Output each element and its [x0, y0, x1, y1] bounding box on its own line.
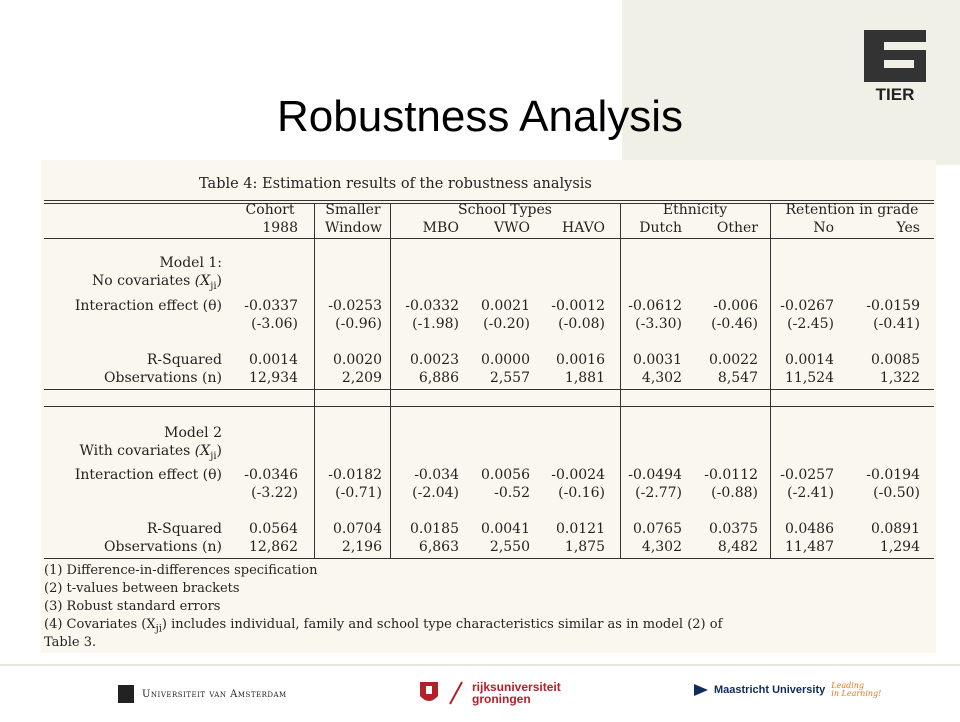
note-3: (3) Robust standard errors: [44, 599, 221, 614]
table-cell: (-0.20): [483, 316, 530, 332]
table-cell: -0.034: [414, 467, 459, 483]
table-cell: (-0.88): [711, 485, 758, 501]
uva-shield-icon: [118, 685, 134, 703]
header-ethnicity: Ethnicity: [662, 202, 728, 218]
table-cell: 0.0486: [785, 521, 834, 537]
table-cell: 2,557: [489, 370, 530, 386]
table-rule-bottom: [44, 558, 934, 559]
table-cell: (-0.71): [335, 485, 382, 501]
table-cell: 0.0056: [481, 467, 530, 483]
table-cell: 11,524: [785, 370, 834, 386]
table-cell: 0.0765: [633, 521, 682, 537]
table-cell: (-2.45): [787, 316, 834, 332]
table-cell: 8,547: [717, 370, 758, 386]
note-4: (4) Covariates $(X_{ji})$ includes individual, family and school type characteristics similar as in model (2) of: [44, 617, 723, 635]
mu-arrow-icon: [694, 684, 708, 696]
table-cell: 1,322: [879, 370, 920, 386]
table-cell: -0.0112: [704, 467, 758, 483]
mu-logo: [694, 682, 881, 698]
table-cell: 0.0023: [410, 352, 459, 368]
rug-logo: [418, 678, 561, 708]
mu-text: Maastricht University: [714, 684, 826, 696]
table-cell: 1,294: [879, 539, 920, 555]
table-cell: 0.0020: [333, 352, 382, 368]
table-cell: 0.0031: [633, 352, 682, 368]
table-cell: 1,881: [564, 370, 605, 386]
subheader-other: Other: [716, 220, 758, 236]
model2-obs-label: Observations (n): [104, 539, 222, 555]
table-cell: 0.0121: [556, 521, 605, 537]
model1-covariates: No covariates $(X_{ji})$: [92, 273, 222, 292]
table-cell: 0.0085: [871, 352, 920, 368]
table-cell: 2,550: [489, 539, 530, 555]
table-cell: -0.0194: [866, 467, 920, 483]
table-cell: 4,302: [641, 539, 682, 555]
table-cell: 0.0022: [709, 352, 758, 368]
model2-rsq-label: R-Squared: [146, 521, 222, 537]
table-cell: (-3.06): [251, 316, 298, 332]
header-school-types: School Types: [458, 202, 552, 218]
subheader-yes: Yes: [896, 220, 920, 236]
table-cell: 0.0041: [481, 521, 530, 537]
slide-title: Robustness Analysis: [277, 92, 683, 141]
table-cell: 0.0000: [481, 352, 530, 368]
table-cell: -0.0182: [328, 467, 382, 483]
header-smaller: Smaller: [325, 202, 381, 218]
rug-crest-icon: [418, 678, 440, 708]
model2-covariates: With covariates $(X_{ji})$: [79, 443, 222, 462]
table-cell: 12,862: [249, 539, 298, 555]
table-cell: (-1.98): [412, 316, 459, 332]
subheader-no: No: [813, 220, 834, 236]
table-cell: (-2.77): [635, 485, 682, 501]
table-cell: -0.0024: [551, 467, 605, 483]
table-rule-mid: [44, 389, 934, 390]
table-cell: -0.0332: [405, 298, 459, 314]
table-cell: -0.0494: [628, 467, 682, 483]
table-cell: 0.0021: [481, 298, 530, 314]
table-cell: 11,487: [785, 539, 834, 555]
uva-logo: [118, 684, 287, 704]
table-caption: Table 4: Estimation results of the robustness analysis: [199, 176, 592, 192]
table-rule-header: [44, 238, 934, 239]
table-cell: 6,863: [418, 539, 459, 555]
table-cell: 1,875: [564, 539, 605, 555]
table-cell: 0.0704: [333, 521, 382, 537]
table-cell: -0.0612: [628, 298, 682, 314]
subheader-1988: 1988: [262, 220, 298, 236]
table-cell: 6,886: [418, 370, 459, 386]
header-retention: Retention in grade: [785, 202, 919, 218]
model1-label: Model 1:: [159, 255, 222, 271]
table-cell: -0.52: [494, 485, 530, 501]
table-cell: (-3.30): [635, 316, 682, 332]
table-cell: -0.0012: [551, 298, 605, 314]
table-rule-mid-2: [44, 406, 934, 407]
table-cell: -0.0346: [244, 467, 298, 483]
table-cell: 2,196: [341, 539, 382, 555]
model2-label: Model 2: [164, 425, 222, 441]
table-cell: 8,482: [717, 539, 758, 555]
table-cell: 0.0185: [410, 521, 459, 537]
table-cell: 4,302: [641, 370, 682, 386]
table-cell: (-0.96): [335, 316, 382, 332]
table-cell: (-0.16): [558, 485, 605, 501]
table-cell: -0.0257: [780, 467, 834, 483]
table-cell: (-0.08): [558, 316, 605, 332]
subheader-window: Window: [324, 220, 382, 236]
table-cell: -0.0253: [328, 298, 382, 314]
model1-obs-label: Observations (n): [104, 370, 222, 386]
table-cell: 0.0014: [249, 352, 298, 368]
table-cell: 0.0016: [556, 352, 605, 368]
table-cell: (-0.46): [711, 316, 758, 332]
table-cell: 12,934: [249, 370, 298, 386]
model2-interaction-label: Interaction effect (θ): [74, 467, 222, 483]
table-cell: (-2.41): [787, 485, 834, 501]
table-cell: (-0.50): [873, 485, 920, 501]
header-cohort: Cohort: [245, 202, 295, 218]
rug-text: rijksuniversiteit groningen: [472, 680, 561, 706]
table-cell: (-3.22): [251, 485, 298, 501]
table-cell: -0.006: [713, 298, 758, 314]
rug-slash-icon: [448, 680, 464, 706]
table-cell: (-0.41): [873, 316, 920, 332]
table-cell: 0.0564: [249, 521, 298, 537]
model1-interaction-label: Interaction effect (θ): [74, 298, 222, 314]
table-cell: (-2.04): [412, 485, 459, 501]
table-cell: -0.0337: [244, 298, 298, 314]
table-cell: 2,209: [341, 370, 382, 386]
uva-text: Universiteit van Amsterdam: [142, 688, 287, 700]
mu-tagline: Leading in Learning!: [831, 681, 882, 698]
model1-rsq-label: R-Squared: [146, 352, 222, 368]
table-cell: -0.0267: [780, 298, 834, 314]
note-1: (1) Difference-in-differences specification: [44, 563, 318, 578]
subheader-mbo: MBO: [422, 220, 459, 236]
table-cell: 0.0891: [871, 521, 920, 537]
note-5: Table 3.: [44, 635, 97, 650]
subheader-vwo: VWO: [494, 220, 530, 236]
table-cell: 0.0375: [709, 521, 758, 537]
tier-logo-text: TIER: [875, 85, 915, 102]
note-2: (2) t-values between brackets: [44, 581, 240, 596]
table-cell: -0.0159: [866, 298, 920, 314]
subheader-havo: HAVO: [562, 220, 605, 236]
table-cell: 0.0014: [785, 352, 834, 368]
subheader-dutch: Dutch: [639, 220, 682, 236]
